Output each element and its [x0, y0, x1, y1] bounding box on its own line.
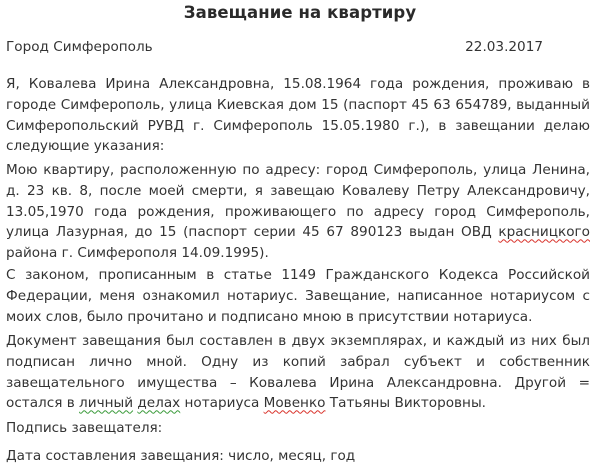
paragraph-testator-info: Я, Ковалева Ирина Александровна, 15.08.1964 года рождения, проживаю в городе Симферополь, улица Киевская дом 15 (паспорт 45 63 654789, выданный Симферопольский РУВД г. Симферополь 15.05.1980 г.), в завещании делаю следующие указания: [6, 76, 590, 155]
paragraph-bequest-text-2: района г. Симферополя 14.09.1995). [6, 245, 269, 262]
paragraph-copies [6, 331, 590, 414]
document-date: 22.03.2017 [465, 39, 543, 55]
paragraph-copies-text-2: нотариуса [180, 395, 264, 412]
document-title: Завещание на квартиру [183, 3, 417, 22]
compilation-date-line: Дата составления завещания: число, месяц, год [6, 448, 356, 464]
misspelled-word: красницкого [498, 224, 590, 241]
city-label: Город Симферополь [6, 39, 153, 55]
paragraph-copies-text-3: Татьяны Викторовны. [325, 395, 486, 412]
misspelled-surname: Мовенко [263, 395, 326, 412]
paragraph-bequest-text-1: Мою квартиру, расположенную по адресу: город Симферополь, улица Ленина, д. 23 кв. 8, после моей смерти, я завещаю Ковалеву Петру Александровичу, 13.05,1970 года рождения, проживающего по адресу город Симферополь, улица Лазурная, до 15 (паспорт серии 45 67 890123 выдан ОВД [6, 162, 590, 241]
paragraph-bequest [6, 160, 590, 264]
grammar-flagged-word: личный [79, 395, 134, 412]
signature-line: Подпись завещателя: [6, 420, 163, 436]
grammar-flagged-word-2: делах [137, 395, 181, 412]
paragraph-law-reference: С законом, прописанным в статье 1149 Гражданского Кодекса Российской Федерации, меня ознакомил нотариус. Завещание, написанное нотариусом с моих слов, было прочитано и подписано мною в присутствии нотариуса. [6, 267, 590, 325]
paragraph-copies-text-1: Документ завещания был составлен в двух экземплярах, и каждый из них был подписан лично мной. Одну из копий забрал субъект и собственник завещательного имущества – Ковалева Ирина Александровна. Другой = остался в [6, 333, 590, 412]
